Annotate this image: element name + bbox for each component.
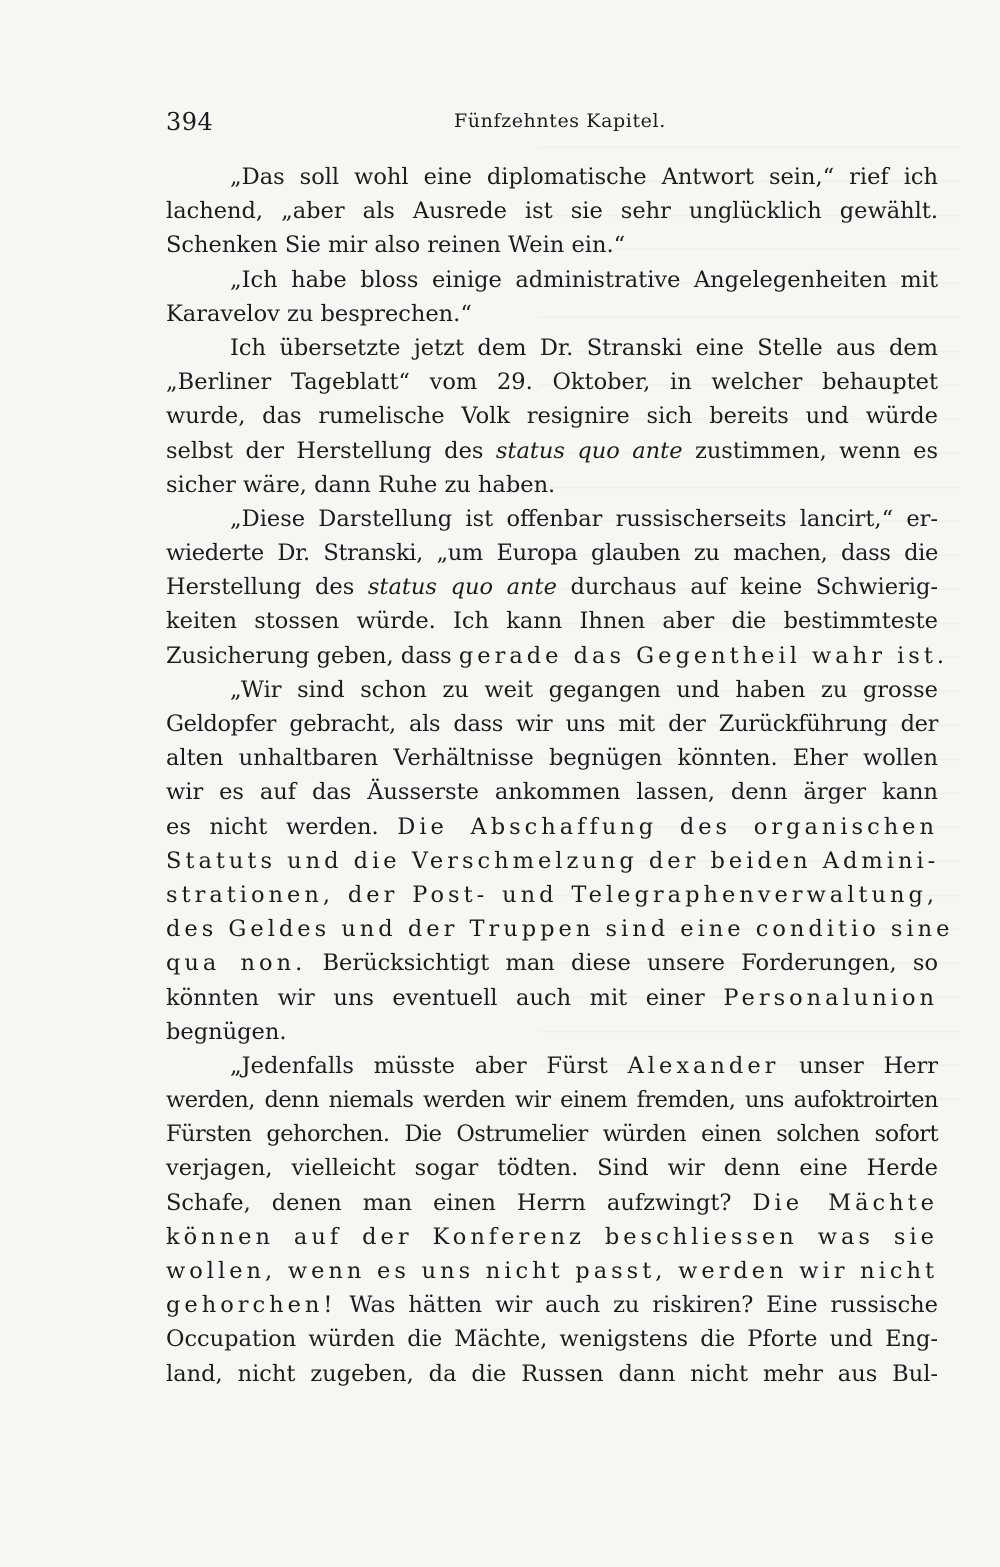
text-line: wir es auf das Äusserste ankommen lassen, denn ärger kann [166,779,938,806]
text-line [166,1220,938,1254]
text-line: wiederte Dr. Stranski, „um Europa glauben zu machen, dass die [166,540,938,567]
spaced-emphasis: wollen, wenn es uns nicht passt, werden wir nicht [166,1258,938,1284]
spaced-emphasis: Die Abschaffung des organischen [397,813,938,840]
italic-phrase: status quo ante [367,574,557,601]
body-text [166,160,954,1391]
text-line: es nicht werden. Die Abschaffung des organischen [166,813,938,840]
spaced-emphasis: Statuts und die Verschmelzung der beiden Admini- [166,847,940,874]
text-line [166,912,954,946]
text-line: Fürsten gehorchen. Die Ostrumelier würden einen solchen sofort [166,1121,938,1148]
spaced-emphasis: gerade das Gegentheil wahr ist. [458,642,949,669]
page-header [166,108,938,142]
text-line: qua non. Berücksichtigt man diese unsere Forderungen, so [166,950,939,977]
text-line: werden, denn niemals werden wir einem fremden, uns aufoktroirten [166,1087,938,1114]
text-line: alten unhaltbaren Verhältnisse begnügen könnten. Eher wollen [166,745,938,772]
text-line: selbst der Herstellung des status quo ante zustimmen, wenn es [166,437,938,464]
text-line: sicher wäre, dann Ruhe zu haben. [166,471,556,498]
text-line [166,1254,938,1288]
text-line: Karavelov zu besprechen.“ [166,300,472,327]
text-line: keiten stossen würde. Ich kann Ihnen aber die bestimmteste [166,608,938,635]
text-line: begnügen. [166,1018,287,1045]
running-title: Fünfzehntes Kapitel. [454,110,666,132]
spaced-emphasis: strationen, der Post- und Telegraphenverwaltung, [166,881,938,908]
text-line: Schenken Sie mir also reinen Wein ein.“ [166,232,626,259]
text-line: Ich übersetzte jetzt dem Dr. Stranski eine Stelle aus dem [230,334,938,361]
text-line: Occupation würden die Mächte, wenigstens die Pforte und Eng- [166,1326,938,1353]
text-line: könnten wir uns eventuell auch mit einer Personalunion [166,984,938,1011]
text-line: Geldopfer gebracht, als dass wir uns mit der Zurückführung der [166,711,938,737]
spaced-emphasis: des Geldes und der Truppen sind eine conditio sine [166,916,954,943]
spaced-emphasis: Personalunion [723,984,938,1011]
text-line: „Wir sind schon zu weit gegangen und haben zu grosse [230,676,938,703]
text-line: Zusicherung geben, dass gerade das Gegentheil wahr ist. [166,642,949,669]
spaced-emphasis: können auf der Konferenz beschliessen was sie [166,1223,938,1250]
text-line: gehorchen! Was hätten wir auch zu riskiren? Eine russische [166,1292,938,1319]
text-line: verjagen, vielleicht sogar tödten. Sind wir denn eine Herde [166,1155,938,1182]
text-line [166,878,938,912]
spaced-emphasis: gehorchen! [166,1292,337,1319]
spaced-emphasis: qua non. [166,950,307,977]
page-number: 394 [166,108,214,136]
text-line: land, nicht zugeben, da die Russen dann nicht mehr aus Bul- [166,1360,938,1387]
text-line [166,844,938,878]
text-line: Schafe, denen man einen Herrn aufzwingt? Die Mächte [166,1189,938,1216]
text-line: „Diese Darstellung ist offenbar russischerseits lancirt,“ er- [230,505,938,532]
text-line: „Das soll wohl eine diplomatische Antwort sein,“ rief ich [230,164,938,190]
text-line: „Ich habe bloss einige administrative Angelegenheiten mit [230,266,938,293]
spaced-emphasis: Alexander [627,1052,780,1079]
text-line: „Jedenfalls müsste aber Fürst Alexander unser Herr [230,1052,938,1079]
text-line: wurde, das rumelische Volk resignire sich bereits und würde [166,403,938,430]
text-line: lachend, „aber als Ausrede ist sie sehr unglücklich gewählt. [166,198,938,225]
spaced-emphasis: Die Mächte [752,1189,938,1216]
italic-phrase: status quo ante [495,437,683,464]
text-line: Herstellung des status quo ante durchaus auf keine Schwierig- [166,574,938,601]
text-line: „Berliner Tageblatt“ vom 29. Oktober, in welcher behauptet [166,369,938,396]
